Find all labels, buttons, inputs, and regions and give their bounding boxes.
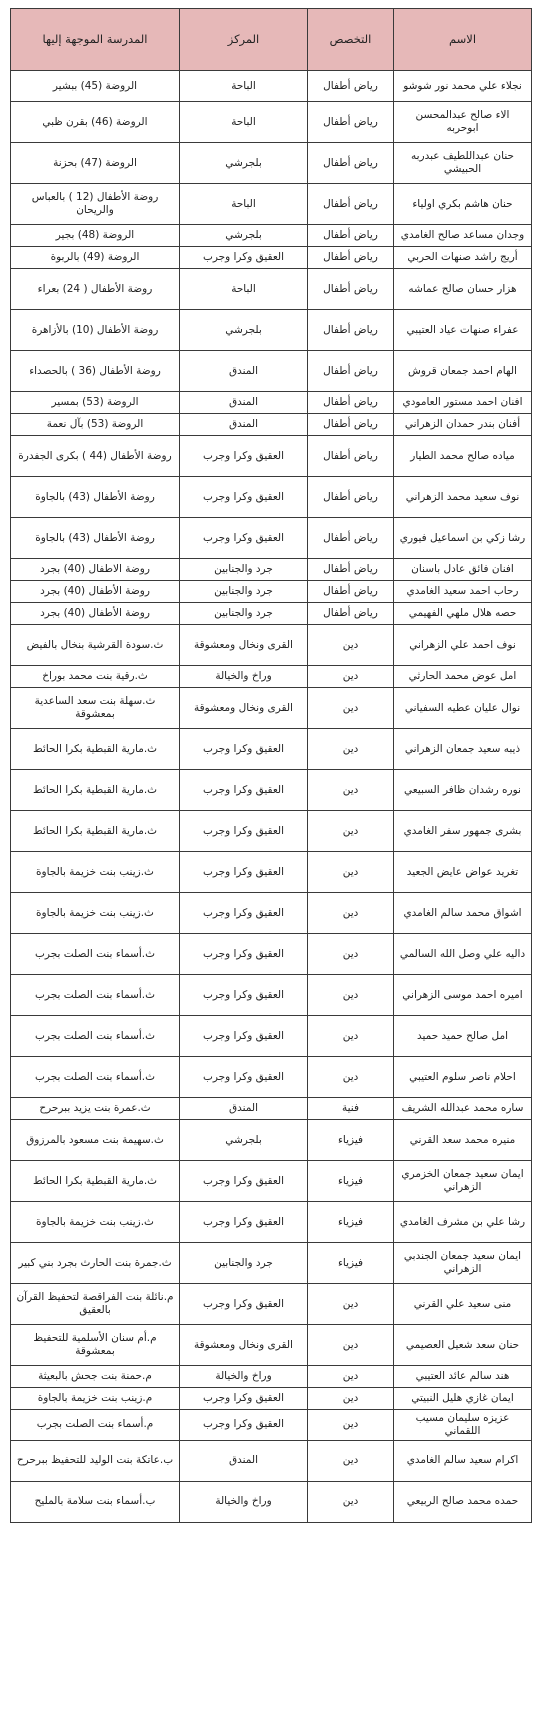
cell-school: روضة الأطفال (36 ) بالحصداء: [11, 351, 180, 392]
cell-specialty: رياض أطفال: [308, 436, 394, 477]
cell-name: منيره محمد سعد القرني: [394, 1120, 532, 1161]
cell-specialty: دين: [308, 1410, 394, 1441]
cell-name: رشا علي بن مشرف الغامدي: [394, 1202, 532, 1243]
table-row: [11, 1388, 532, 1410]
assignments-table: [10, 8, 532, 1523]
cell-specialty: دين: [308, 1440, 394, 1481]
cell-name: عفراء صنهات عياد العتيبي: [394, 310, 532, 351]
cell-name: افنان فائق عادل باسنان: [394, 559, 532, 581]
cell-school: ث.زينب بنت خزيمة بالجاوة: [11, 1202, 180, 1243]
cell-center: القرى ونخال ومعشوقة: [180, 688, 308, 729]
cell-name: أفنان بندر حمدان الزهراني: [394, 414, 532, 436]
cell-school: روضة الأطفال (43) بالجاوة: [11, 518, 180, 559]
cell-center: الباحة: [180, 71, 308, 102]
cell-name: حنان عبداللطيف عبدربه الحبيشي: [394, 143, 532, 184]
cell-name: امل صالح حميد حميد: [394, 1016, 532, 1057]
cell-name: الهام احمد جمعان قروش: [394, 351, 532, 392]
table-row: [11, 1016, 532, 1057]
cell-name: رشا زكي بن اسماعيل فيوري: [394, 518, 532, 559]
cell-specialty: رياض أطفال: [308, 71, 394, 102]
table-row: [11, 269, 532, 310]
table-row: [11, 1366, 532, 1388]
cell-school: م.نائلة بنت الفراقصة لتحفيظ القرآن بالعقيق: [11, 1284, 180, 1325]
cell-school: ث.مارية القبطية بكرا الحائط: [11, 1161, 180, 1202]
cell-center: المندق: [180, 414, 308, 436]
cell-name: هند سالم عائد العتيبي: [394, 1366, 532, 1388]
cell-name: نوف سعيد محمد الزهراني: [394, 477, 532, 518]
cell-center: العقيق وكرا وجرب: [180, 852, 308, 893]
cell-name: نوف احمد علي الزهراني: [394, 625, 532, 666]
cell-center: العقيق وكرا وجرب: [180, 1284, 308, 1325]
cell-school: ث.عمرة بنت يزيد ببرحرح: [11, 1098, 180, 1120]
cell-specialty: دين: [308, 1481, 394, 1522]
cell-center: العقيق وكرا وجرب: [180, 934, 308, 975]
cell-specialty: فنية: [308, 1098, 394, 1120]
cell-center: جرد والجنابين: [180, 1243, 308, 1284]
table-row: [11, 1284, 532, 1325]
cell-school: ث.جمرة بنت الحارث بجرد بني كبير: [11, 1243, 180, 1284]
cell-specialty: دين: [308, 975, 394, 1016]
cell-specialty: دين: [308, 934, 394, 975]
cell-school: م.أم سنان الأسلمية للتحفيظ بمعشوقة: [11, 1325, 180, 1366]
cell-specialty: رياض أطفال: [308, 225, 394, 247]
cell-school: ث.أسماء بنت الصلت بجرب: [11, 975, 180, 1016]
cell-school: ث.مارية القبطية بكرا الحائط: [11, 770, 180, 811]
cell-center: الباحة: [180, 269, 308, 310]
cell-center: العقيق وكرا وجرب: [180, 477, 308, 518]
cell-school: م.زينب بنت خزيمة بالجاوة: [11, 1388, 180, 1410]
cell-center: العقيق وكرا وجرب: [180, 811, 308, 852]
cell-specialty: دين: [308, 1388, 394, 1410]
cell-specialty: رياض أطفال: [308, 392, 394, 414]
table-row: [11, 581, 532, 603]
cell-school: روضة الأطفال (40) بجرد: [11, 603, 180, 625]
table-row: [11, 559, 532, 581]
cell-specialty: فيزياء: [308, 1120, 394, 1161]
header-school: المدرسة الموجهة إليها: [11, 9, 180, 71]
cell-school: ث.زينب بنت خزيمة بالجاوة: [11, 852, 180, 893]
table-row: [11, 975, 532, 1016]
table-row: [11, 852, 532, 893]
cell-school: روضة الأطفال (12 ) بالعباس والريحان: [11, 184, 180, 225]
cell-name: الاء صالح عبدالمحسن ابوحربه: [394, 102, 532, 143]
table-row: [11, 1410, 532, 1441]
cell-specialty: فيزياء: [308, 1202, 394, 1243]
cell-specialty: دين: [308, 1325, 394, 1366]
cell-specialty: رياض أطفال: [308, 184, 394, 225]
cell-school: ب.عاتكة بنت الوليد للتحفيظ ببرحرح: [11, 1440, 180, 1481]
cell-name: افنان احمد مستور العامودي: [394, 392, 532, 414]
cell-school: ب.أسماء بنت سلامة بالمليح: [11, 1481, 180, 1522]
table-row: [11, 811, 532, 852]
cell-name: اشواق محمد سالم الغامدي: [394, 893, 532, 934]
table-row: [11, 518, 532, 559]
cell-center: المندق: [180, 392, 308, 414]
cell-school: روضة الأطفال (40) بجرد: [11, 581, 180, 603]
cell-name: حنان هاشم بكري اولياء: [394, 184, 532, 225]
cell-specialty: فيزياء: [308, 1243, 394, 1284]
table-row: [11, 625, 532, 666]
cell-specialty: دين: [308, 666, 394, 688]
cell-center: المندق: [180, 1098, 308, 1120]
cell-name: مياده صالح محمد الطيار: [394, 436, 532, 477]
cell-specialty: رياض أطفال: [308, 559, 394, 581]
cell-name: وجدان مساعد صالح الغامدي: [394, 225, 532, 247]
table-row: [11, 1098, 532, 1120]
cell-specialty: دين: [308, 729, 394, 770]
cell-specialty: دين: [308, 852, 394, 893]
table-row: [11, 247, 532, 269]
table-row: [11, 893, 532, 934]
cell-school: روضة الأطفال (10) بالأزاهرة: [11, 310, 180, 351]
header-specialty: التخصص: [308, 9, 394, 71]
cell-name: داليه علي وصل الله السالمي: [394, 934, 532, 975]
cell-school: الروضة (53) بآل نعمة: [11, 414, 180, 436]
cell-center: بلجرشي: [180, 143, 308, 184]
cell-center: وراخ والخيالة: [180, 666, 308, 688]
cell-school: ث.مارية القبطية بكرا الحائط: [11, 811, 180, 852]
cell-name: نوال عليان عطيه السفياني: [394, 688, 532, 729]
cell-school: روضة الأطفال (43) بالجاوة: [11, 477, 180, 518]
cell-center: جرد والجنابين: [180, 603, 308, 625]
cell-center: بلجرشي: [180, 1120, 308, 1161]
cell-name: ساره محمد عبدالله الشريف: [394, 1098, 532, 1120]
table-row: [11, 934, 532, 975]
cell-specialty: دين: [308, 688, 394, 729]
cell-name: بشرى جمهور سفر الغامدي: [394, 811, 532, 852]
cell-name: رحاب احمد سعيد الغامدي: [394, 581, 532, 603]
table-header: [11, 9, 532, 71]
header-center: المركز: [180, 9, 308, 71]
cell-specialty: دين: [308, 811, 394, 852]
cell-specialty: رياض أطفال: [308, 310, 394, 351]
table-row: [11, 143, 532, 184]
cell-school: روضة الاطفال (40) بجرد: [11, 559, 180, 581]
cell-name: ايمان سعيد جمعان الخزمري الزهراني: [394, 1161, 532, 1202]
table-row: [11, 351, 532, 392]
cell-name: عزيزه سليمان مسيب اللقماني: [394, 1410, 532, 1441]
cell-name: حنان سعد شعيل العصيمي: [394, 1325, 532, 1366]
cell-name: منى سعيد علي القرني: [394, 1284, 532, 1325]
cell-center: العقيق وكرا وجرب: [180, 518, 308, 559]
table-row: [11, 436, 532, 477]
table-row: [11, 1481, 532, 1522]
cell-center: وراخ والخيالة: [180, 1481, 308, 1522]
cell-specialty: دين: [308, 1366, 394, 1388]
cell-specialty: دين: [308, 1284, 394, 1325]
header-row: [11, 9, 532, 71]
cell-specialty: رياض أطفال: [308, 102, 394, 143]
cell-school: روضة الأطفال (44 ) بكرى الجفدرة: [11, 436, 180, 477]
cell-center: وراخ والخيالة: [180, 1366, 308, 1388]
cell-center: العقيق وكرا وجرب: [180, 893, 308, 934]
cell-center: بلجرشي: [180, 225, 308, 247]
cell-name: ايمان غازي هليل النبيتي: [394, 1388, 532, 1410]
cell-specialty: رياض أطفال: [308, 518, 394, 559]
table-row: [11, 688, 532, 729]
cell-center: الباحة: [180, 102, 308, 143]
cell-specialty: دين: [308, 1016, 394, 1057]
table-row: [11, 1440, 532, 1481]
cell-center: العقيق وكرا وجرب: [180, 1016, 308, 1057]
cell-name: تغريد عواض عايض الجعيد: [394, 852, 532, 893]
table-body: [11, 71, 532, 1523]
cell-name: ايمان سعيد جمعان الجندبي الزهراني: [394, 1243, 532, 1284]
table-row: [11, 310, 532, 351]
cell-specialty: دين: [308, 893, 394, 934]
cell-school: ث.رقية بنت محمد بوراخ: [11, 666, 180, 688]
cell-name: احلام ناصر سلوم العتيبي: [394, 1057, 532, 1098]
cell-school: ث.سهيمة بنت مسعود بالمرزوق: [11, 1120, 180, 1161]
table-row: [11, 1325, 532, 1366]
cell-name: هزار حسان صالح عماشه: [394, 269, 532, 310]
cell-specialty: رياض أطفال: [308, 269, 394, 310]
table-row: [11, 603, 532, 625]
cell-name: اميره احمد موسى الزهراني: [394, 975, 532, 1016]
header-name: الاسم: [394, 9, 532, 71]
cell-school: روضة الأطفال ( 24) بعراء: [11, 269, 180, 310]
cell-specialty: رياض أطفال: [308, 603, 394, 625]
cell-school: م.حمنة بنت جحش بالبعيثة: [11, 1366, 180, 1388]
cell-school: الروضة (48) بجير: [11, 225, 180, 247]
cell-center: المندق: [180, 351, 308, 392]
cell-center: الباحة: [180, 184, 308, 225]
cell-center: العقيق وكرا وجرب: [180, 247, 308, 269]
cell-specialty: دين: [308, 770, 394, 811]
cell-specialty: رياض أطفال: [308, 247, 394, 269]
cell-school: ث.مارية القبطية بكرا الحائط: [11, 729, 180, 770]
cell-specialty: رياض أطفال: [308, 477, 394, 518]
table-row: [11, 392, 532, 414]
cell-center: القرى ونخال ومعشوقة: [180, 625, 308, 666]
cell-school: الروضة (49) بالربوة: [11, 247, 180, 269]
cell-center: العقيق وكرا وجرب: [180, 1057, 308, 1098]
cell-center: العقيق وكرا وجرب: [180, 1410, 308, 1441]
cell-school: ث.سهلة بنت سعد الساعدية بمعشوقة: [11, 688, 180, 729]
cell-school: الروضة (53) بمسير: [11, 392, 180, 414]
table-row: [11, 1120, 532, 1161]
cell-school: ث.سودة القرشية بنخال بالفيض: [11, 625, 180, 666]
table-row: [11, 1161, 532, 1202]
cell-center: العقيق وكرا وجرب: [180, 1202, 308, 1243]
cell-name: نجلاء علي محمد نور شوشو: [394, 71, 532, 102]
cell-center: القرى ونخال ومعشوقة: [180, 1325, 308, 1366]
table-row: [11, 184, 532, 225]
table-row: [11, 477, 532, 518]
cell-name: أريج راشد صنهات الحربي: [394, 247, 532, 269]
table-row: [11, 1057, 532, 1098]
cell-name: حمده محمد صالح الربيعي: [394, 1481, 532, 1522]
cell-school: ث.أسماء بنت الصلت بجرب: [11, 1016, 180, 1057]
cell-center: العقيق وكرا وجرب: [180, 975, 308, 1016]
cell-name: امل عوض محمد الحارثي: [394, 666, 532, 688]
table-row: [11, 414, 532, 436]
table-row: [11, 1202, 532, 1243]
cell-school: ث.أسماء بنت الصلت بجرب: [11, 1057, 180, 1098]
cell-specialty: رياض أطفال: [308, 143, 394, 184]
cell-center: المندق: [180, 1440, 308, 1481]
cell-name: حصه هلال ملهي الفهيمي: [394, 603, 532, 625]
table-row: [11, 770, 532, 811]
cell-school: الروضة (46) بقرن ظبي: [11, 102, 180, 143]
table-row: [11, 71, 532, 102]
table-row: [11, 102, 532, 143]
cell-name: ذيبه سعيد جمعان الزهراني: [394, 729, 532, 770]
cell-specialty: رياض أطفال: [308, 414, 394, 436]
cell-school: ث.أسماء بنت الصلت بجرب: [11, 934, 180, 975]
cell-center: العقيق وكرا وجرب: [180, 436, 308, 477]
cell-specialty: دين: [308, 1057, 394, 1098]
table-row: [11, 1243, 532, 1284]
cell-school: الروضة (47) بحزنة: [11, 143, 180, 184]
cell-center: العقيق وكرا وجرب: [180, 1388, 308, 1410]
cell-specialty: دين: [308, 625, 394, 666]
cell-center: العقيق وكرا وجرب: [180, 729, 308, 770]
cell-school: ث.زينب بنت خزيمة بالجاوة: [11, 893, 180, 934]
cell-specialty: فيزياء: [308, 1161, 394, 1202]
table-row: [11, 666, 532, 688]
cell-center: العقيق وكرا وجرب: [180, 1161, 308, 1202]
cell-center: بلجرشي: [180, 310, 308, 351]
cell-school: الروضة (45) ببشير: [11, 71, 180, 102]
table-row: [11, 225, 532, 247]
cell-center: جرد والجنابين: [180, 559, 308, 581]
cell-school: م.أسماء بنت الصلت بجرب: [11, 1410, 180, 1441]
cell-specialty: رياض أطفال: [308, 581, 394, 603]
cell-name: نوره رشدان ظافر السبيعي: [394, 770, 532, 811]
cell-center: جرد والجنابين: [180, 581, 308, 603]
cell-specialty: رياض أطفال: [308, 351, 394, 392]
cell-center: العقيق وكرا وجرب: [180, 770, 308, 811]
cell-name: اكرام سعيد سالم الغامدي: [394, 1440, 532, 1481]
table-row: [11, 729, 532, 770]
